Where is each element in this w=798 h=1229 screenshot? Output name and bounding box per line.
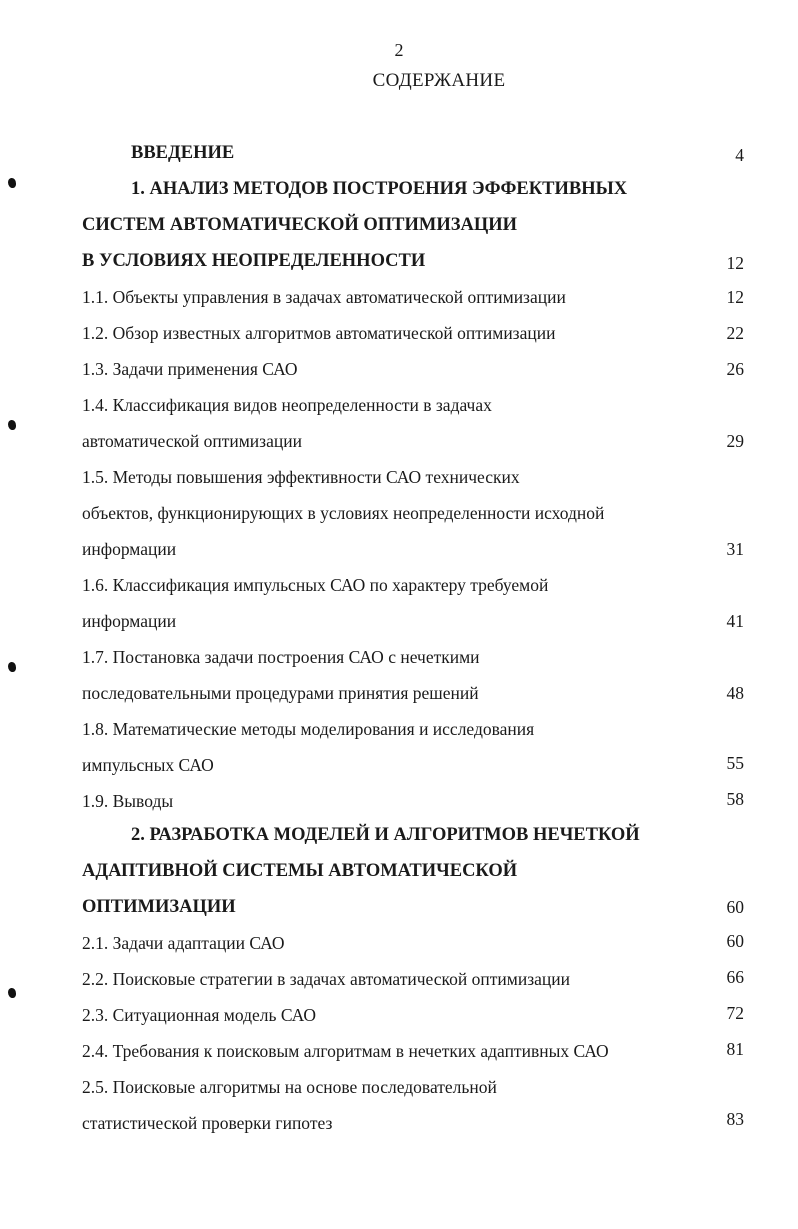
toc-entry-2-4: 2.4. Требования к поисковым алгоритмам в нечетких адаптивных САО (82, 1041, 609, 1061)
toc-entry-1-9: 1.9. Выводы (82, 791, 174, 811)
toc-entry-1-2: 1.2. Обзор известных алгоритмов автоматической оптимизации (82, 323, 556, 343)
toc-entry-1-3: 1.3. Задачи применения САО (82, 359, 298, 379)
binding-hole-mark (8, 988, 16, 998)
page-number: 2 (394, 40, 404, 60)
toc-entry-2-3: 2.3. Ситуационная модель САО (82, 1005, 317, 1025)
toc-entry-ch1-line2: СИСТЕМ АВТОМАТИЧЕСКОЙ ОПТИМИЗАЦИИ (82, 215, 518, 235)
toc-page-2-3: 72 (726, 1003, 744, 1023)
toc-page-1-9: 58 (726, 789, 744, 809)
toc-page-1-8: 55 (726, 753, 744, 773)
toc-entry-ch2-line3: ОПТИМИЗАЦИИ (82, 897, 236, 917)
toc-entry-1-7-line2: последовательными процедурами принятия решений (82, 683, 479, 703)
toc-entry-1-8-line2: импульсных САО (82, 755, 214, 775)
toc-entry-ch2-line2: АДАПТИВНОЙ СИСТЕМЫ АВТОМАТИЧЕСКОЙ (82, 861, 518, 881)
toc-page-1-6: 41 (726, 611, 744, 631)
toc-entry-2-2: 2.2. Поисковые стратегии в задачах автоматической оптимизации (82, 969, 570, 989)
toc-page-1-2: 22 (726, 323, 744, 343)
toc-entry-1-8-line1: 1.8. Математические методы моделирования и исследования (82, 719, 535, 739)
toc-entry-ch1-line1: 1. АНАЛИЗ МЕТОДОВ ПОСТРОЕНИЯ ЭФФЕКТИВНЫХ (131, 179, 628, 199)
toc-page-2-1: 60 (726, 931, 744, 951)
toc-entry-1-1: 1.1. Объекты управления в задачах автоматической оптимизации (82, 287, 566, 307)
toc-page-1-5: 31 (726, 539, 744, 559)
toc-entry-1-4-line1: 1.4. Классификация видов неопределенности в задачах (82, 395, 492, 415)
toc-entry-1-5-line2: объектов, функционирующих в условиях неопределенности исходной (82, 503, 605, 523)
toc-entry-1-5-line1: 1.5. Методы повышения эффективности САО технических (82, 467, 520, 487)
binding-hole-mark (8, 420, 16, 430)
toc-entry-1-7-line1: 1.7. Постановка задачи построения САО с нечеткими (82, 647, 480, 667)
toc-page-1-4: 29 (726, 431, 744, 451)
toc-entry-2-5-line2: статистической проверки гипотез (82, 1113, 333, 1133)
toc-page-1-3: 26 (726, 359, 744, 379)
toc-page-intro: 4 (735, 145, 744, 165)
toc-page-2-5: 83 (726, 1109, 744, 1129)
toc-entry-ch1-line3: В УСЛОВИЯХ НЕОПРЕДЕЛЕННОСТИ (82, 251, 426, 271)
toc-entry-intro: ВВЕДЕНИЕ (131, 143, 235, 163)
toc-page-ch1: 12 (726, 253, 744, 273)
toc-entry-1-5-line3: информации (82, 539, 177, 559)
toc-page-2-4: 81 (726, 1039, 744, 1059)
toc-entry-2-1: 2.1. Задачи адаптации САО (82, 933, 285, 953)
binding-hole-mark (8, 178, 16, 188)
toc-entry-1-6-line2: информации (82, 611, 177, 631)
toc-entry-2-5-line1: 2.5. Поисковые алгоритмы на основе последовательной (82, 1077, 497, 1097)
toc-page-2-2: 66 (726, 967, 744, 987)
toc-page-1-7: 48 (726, 683, 744, 703)
binding-hole-mark (8, 662, 16, 672)
toc-entry-ch2-line1: 2. РАЗРАБОТКА МОДЕЛЕЙ И АЛГОРИТМОВ НЕЧЕТКОЙ (131, 825, 640, 845)
toc-heading: СОДЕРЖАНИЕ (372, 70, 506, 91)
toc-page-1-1: 12 (726, 287, 744, 307)
toc-entry-1-4-line2: автоматической оптимизации (82, 431, 302, 451)
toc-entry-1-6-line1: 1.6. Классификация импульсных САО по характеру требуемой (82, 575, 549, 595)
toc-page-ch2: 60 (726, 897, 744, 917)
